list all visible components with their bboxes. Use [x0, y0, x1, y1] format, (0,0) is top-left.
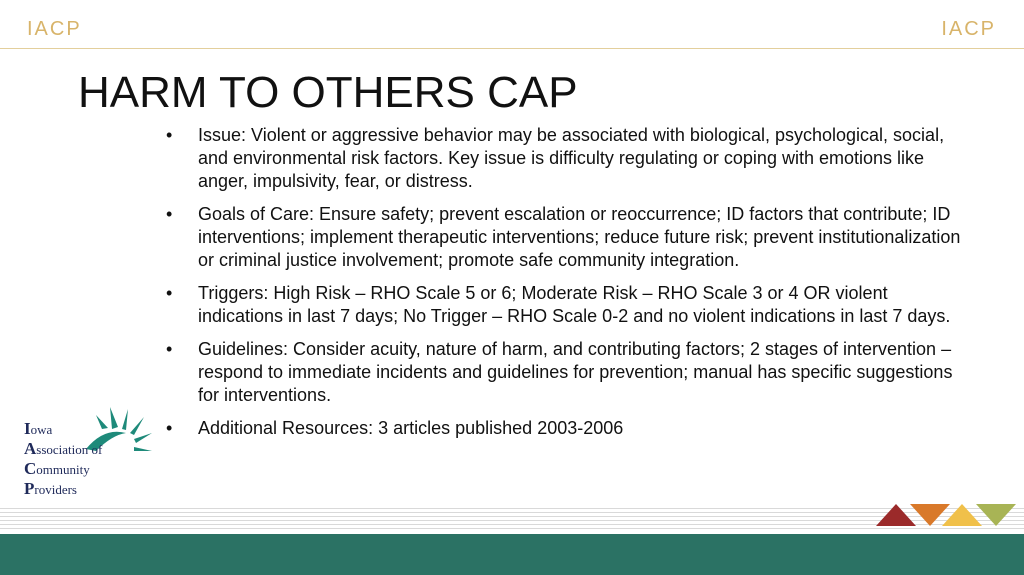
bullet-marker: • — [166, 204, 173, 224]
logo-word: ssociation of — [36, 442, 103, 457]
bullet-list — [166, 124, 966, 450]
logo-letter: C — [24, 459, 37, 478]
slide-title: HARM TO OTHERS CAP — [78, 68, 578, 117]
bullet-item-triggers — [166, 282, 966, 328]
logo-wordmark — [24, 419, 102, 499]
logo-letter: A — [24, 439, 37, 458]
logo-word: roviders — [34, 482, 77, 497]
triangle-orange-shape — [910, 504, 950, 526]
bullet-marker: • — [166, 125, 173, 145]
triangle-green-shape — [976, 504, 1016, 526]
logo-letter: P — [24, 479, 35, 498]
triangle-red-shape — [876, 504, 916, 526]
logo-word: ommunity — [36, 462, 90, 477]
bullet-text: Goals of Care: Ensure safety; prevent escalation or reoccurrence; ID factors that contribute; ID interventions; implement therapeutic interventions; reduce future risk; prevent institutionalization or criminal justice involvement; promote safe community integration. — [198, 204, 961, 270]
bullet-text: Issue: Violent or aggressive behavior may be associated with biological, psychological, social, and environmental risk factors. Key issue is difficulty regulating or coping with emotions like anger, impulsivity, fear, or distress. — [198, 125, 945, 191]
iacp-logo — [24, 405, 154, 497]
triangle-yellow-shape — [942, 504, 982, 526]
bullet-item-goals — [166, 203, 966, 272]
decorative-triangles — [876, 502, 1018, 528]
bullet-item-resources — [166, 417, 966, 440]
bullet-item-issue — [166, 124, 966, 193]
footer-bar — [0, 534, 1024, 575]
bullet-marker: • — [166, 339, 173, 359]
bullet-text: Additional Resources: 3 articles published 2003-2006 — [198, 418, 624, 438]
bullet-item-guidelines — [166, 338, 966, 407]
bullet-marker: • — [166, 418, 173, 438]
header-brand-left: IACP — [27, 18, 82, 40]
bullet-text: Triggers: High Risk – RHO Scale 5 or 6; Moderate Risk – RHO Scale 3 or 4 OR violent indications in last 7 days; No Trigger – RHO Scale 0-2 and no violent indications in last 7 days. — [198, 283, 951, 326]
bullet-marker: • — [166, 283, 173, 303]
logo-letter: I — [24, 419, 31, 438]
footer-stripes — [0, 508, 1024, 532]
logo-word: owa — [30, 422, 53, 437]
header-divider — [0, 48, 1024, 49]
bullet-text: Guidelines: Consider acuity, nature of harm, and contributing factors; 2 stages of intervention – respond to immediate incidents and guidelines for prevention; manual has specific suggestions for interventions. — [198, 339, 953, 405]
header-brand-right: IACP — [941, 18, 996, 40]
